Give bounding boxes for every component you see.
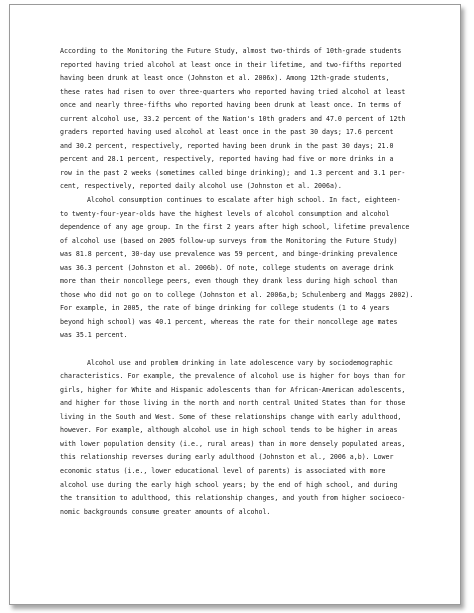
text-line: having been drunk at least once (Johnston et al. 2006x). Among 12th-grade students, [60, 74, 390, 83]
text-line: was 35.1 percent. [60, 331, 128, 340]
text-line: Alcohol use and problem drinking in late adolescence vary by sociodemographic [87, 358, 393, 367]
text-line: According to the Monitoring the Future Study, almost two-thirds of 10th-grade students [60, 47, 402, 55]
text-line: economic status (i.e., lower educational level of parents) is associated with more [60, 466, 386, 475]
text-line: however. For example, although alcohol use in high school tends to be higher in areas [60, 426, 398, 435]
text-line: dependence of any age group. In the first 2 years after high school, lifetime prevalence [60, 223, 410, 232]
paragraph-2 [60, 194, 426, 343]
text-line: percent and 28.1 percent, respectively, reported having had five or more drinks in a [60, 155, 394, 164]
text-line: was 81.8 percent, 30-day use prevalence was 59 percent, and binge-drinking prevalence [60, 250, 398, 259]
paragraph-1 [60, 45, 426, 194]
text-line: cent, respectively, reported daily alcohol use (Johnston et al. 2006a). [60, 182, 342, 191]
text-line: reported having tried alcohol at least once in their lifetime, and two-fifths reported [60, 60, 402, 69]
text-line: and 30.2 percent, respectively, reported having been drunk in the past 30 days; 21.0 [60, 141, 394, 150]
text-line: and higher for those living in the north and north central United States than for those [60, 399, 406, 408]
text-line: this relationship reverses during early adulthood (Johnston et al., 2006 a,b). Lower [60, 453, 394, 462]
paragraph-3 [60, 357, 426, 520]
blank-line [60, 343, 426, 357]
text-line: graders reported having used alcohol at least once in the past 30 days; 17.6 percent [60, 128, 394, 137]
text-line: to twenty-four-year-olds have the highest levels of alcohol consumption and alcohol [60, 209, 390, 218]
text-line: row in the past 2 weeks (sometimes called binge drinking); and 1.3 percent and 3.1 per- [60, 168, 406, 177]
text-line: current alcohol use, 33.2 percent of the Nation's 10th graders and 47.0 percent of 12th [60, 114, 406, 123]
document-page [9, 4, 461, 605]
text-line: Alcohol consumption continues to escalate after high school. In fact, eighteen- [87, 196, 401, 205]
text-line: the transition to adulthood, this relationship changes, and youth from higher socioeco- [60, 494, 406, 503]
text-line: those who did not go on to college (Johnston et al. 2006a,b; Schulenberg and Maggs 2002). [60, 290, 414, 299]
text-line: living in the South and West. Some of these relationships change with early adulthood, [60, 412, 402, 421]
text-line: more than their noncollege peers, even though they drank less during high school than [60, 277, 398, 286]
text-line: nomic backgrounds consume greater amounts of alcohol. [60, 507, 271, 516]
document-body [60, 45, 426, 519]
text-line: characteristics. For example, the prevalence of alcohol use is higher for boys than for [60, 372, 406, 381]
text-line: beyond high school) was 40.1 percent, whereas the rate for their noncollege age mates [60, 317, 398, 326]
text-line: these rates had risen to over three-quarters who reported having tried alcohol at least [60, 87, 406, 96]
text-line: alcohol use during the early high school years; by the end of high school, and during [60, 480, 398, 489]
text-line: girls, higher for White and Hispanic adolescents than for African-American adolescents, [60, 385, 406, 394]
text-line: was 36.3 percent (Johnston et al. 2006b). Of note, college students on average drink [60, 263, 394, 272]
text-line: of alcohol use (based on 2005 follow-up surveys from the Monitoring the Future Study) [60, 236, 398, 245]
text-line: For example, in 2005, the rate of binge drinking for college students (1 to 4 years [60, 304, 390, 313]
text-line: with lower population density (i.e., rural areas) than in more densely populated areas, [60, 439, 406, 448]
text-line: once and nearly three-fifths who reported having been drunk at least once. In terms of [60, 101, 402, 110]
